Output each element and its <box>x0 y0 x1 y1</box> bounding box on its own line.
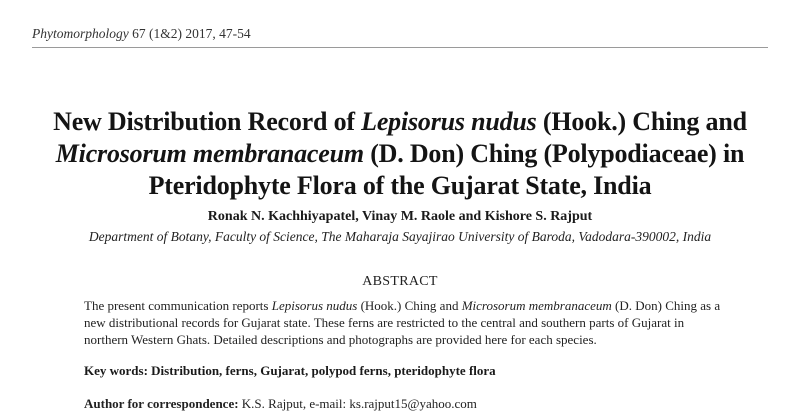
affiliation: Department of Botany, Faculty of Science, The Maharaja Sayajirao University of Baroda, Vadodara-390002, India <box>88 229 712 244</box>
title-text: (D. Don) Ching (Polypodiaceae) in <box>363 139 745 168</box>
title-line-3: Pteridophyte Flora of the Gujarat State, India <box>148 171 652 200</box>
keywords: Key words: Distribution, ferns, Gujarat, polypod ferns, pteridophyte flora <box>84 363 496 378</box>
abstract-segment: (D. Don) Ching as a new distributional records for Gujarat state. These ferns are restricted to the central and southern parts of Gujarat in northern Western Ghats. Detailed descriptions and photographs are provided here for each species. <box>84 298 721 347</box>
article-title <box>0 106 800 202</box>
correspondence-contact: K.S. Rajput, e-mail: ks.rajput15@yahoo.com <box>238 396 477 411</box>
abstract-text <box>84 297 724 348</box>
author-correspondence <box>84 396 477 412</box>
author-list: Ronak N. Kachhiyapatel, Vinay M. Raole and Kishore S. Rajput <box>207 209 593 224</box>
title-text: (Hook.) Ching and <box>536 107 747 136</box>
abstract-segment: The present communication reports <box>84 298 272 313</box>
title-line-2 <box>0 138 800 170</box>
journal-name: Phytomorphology <box>32 26 129 41</box>
journal-citation <box>32 26 251 42</box>
abstract-species-lepisorus: Lepisorus nudus <box>271 298 358 313</box>
correspondence-label: Author for correspondence: <box>84 396 239 411</box>
title-species-lepisorus: Lepisorus nudus <box>361 107 537 136</box>
abstract-segment: (Hook.) Ching and <box>357 298 462 313</box>
journal-volume-pages: 67 (1&2) 2017, 47-54 <box>132 26 251 41</box>
header-rule <box>32 47 768 48</box>
title-line-1 <box>0 106 800 138</box>
title-species-microsorum: Microsorum membranaceum <box>55 139 364 168</box>
title-text: New Distribution Record of <box>53 107 362 136</box>
abstract-heading: ABSTRACT <box>362 274 438 289</box>
abstract-species-microsorum: Microsorum membranaceum <box>461 298 612 313</box>
